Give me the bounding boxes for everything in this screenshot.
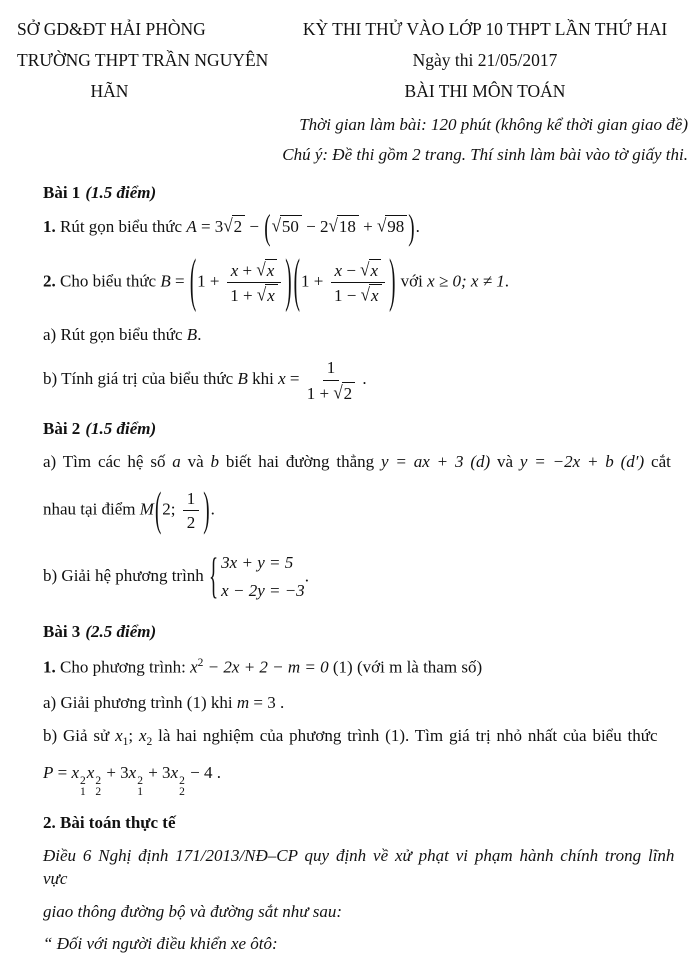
problem2-qb: [43, 549, 688, 605]
right-paren: ): [203, 484, 210, 537]
sqrt-x: [360, 259, 381, 281]
qa-label: a): [43, 451, 57, 471]
problem3-q1: [43, 656, 688, 680]
problem1-q2: [43, 250, 688, 316]
q2-number: 2.: [43, 271, 56, 291]
section2-title: 2. Bài toán thực tế: [43, 813, 176, 833]
right-paren: ): [285, 250, 292, 316]
qa-t2: và: [180, 451, 211, 471]
sub: 2: [179, 786, 185, 799]
radical-sign: √: [360, 259, 370, 280]
fraction-numerator: [331, 259, 386, 283]
problem2-title: Bài 2: [43, 418, 81, 438]
radical-sign: √: [223, 215, 233, 236]
fraction-denominator: [334, 283, 381, 306]
qb-semi: ;: [128, 725, 139, 745]
qb-label: b): [43, 566, 58, 586]
qb-t1: Giả sử: [57, 725, 116, 745]
fraction-numerator: 1: [323, 357, 340, 380]
qa-label: a): [43, 325, 57, 345]
right-paren: ): [408, 208, 415, 248]
qa-period: .: [275, 692, 285, 712]
left-paren: (: [154, 484, 162, 537]
radicand: 2: [342, 382, 356, 404]
num-var: x: [230, 260, 239, 280]
q2-period: .: [504, 271, 510, 291]
qa-text: Giải phương trình (1) khi: [56, 692, 237, 712]
q1-period: .: [415, 216, 420, 236]
coord-x: 2;: [162, 499, 180, 519]
problem3-title: Bài 3: [43, 622, 81, 642]
q1-text: Cho phương trình:: [55, 657, 191, 677]
school-name-line1: TRƯỜNG THPT TRẦN NGUYÊN: [17, 50, 269, 70]
qb-text: Giải hệ phương trình: [57, 566, 209, 586]
fraction-2: [331, 259, 386, 307]
radicand: x: [265, 284, 278, 306]
p-eq: =: [53, 763, 72, 783]
right-paren: ): [389, 250, 396, 316]
var-B: B: [186, 325, 198, 345]
problem3-qb: [43, 725, 688, 751]
den-text: 1 −: [334, 286, 361, 306]
fraction-denominator: [307, 381, 355, 404]
subject-title: BÀI THI MÔN TOÁN: [404, 81, 566, 101]
q1-minus2: − 2: [301, 216, 329, 236]
system-eq2: x − 2y = −3: [221, 581, 305, 601]
equation-label: (1): [328, 657, 353, 677]
qa-period: .: [210, 499, 215, 519]
exam-title: KỲ THI THỬ VÀO LỚP 10 THPT LẦN THỨ HAI: [302, 19, 668, 39]
left-paren: (: [293, 250, 300, 316]
den-text: 1 +: [230, 286, 257, 306]
supsub-x1sq: [80, 776, 86, 798]
decree-line1: Điều 6 Nghị định 171/2013/NĐ–CP quy định về xử phạt vi phạm hành chính trong lĩnh vực: [43, 846, 675, 889]
fraction-denominator: [230, 283, 277, 306]
fraction: [307, 357, 355, 404]
radicand: 50: [280, 215, 302, 239]
problem1-q1: [43, 208, 688, 248]
supsub-x1sq: [137, 776, 143, 798]
var-B: B: [160, 271, 171, 291]
var-x: x: [190, 657, 198, 677]
var-x: x: [71, 763, 80, 783]
qa-t1: Tìm các hệ số: [56, 451, 173, 471]
problem1-points: (1.5 điểm): [85, 183, 157, 202]
qa-t6: nhau tại điểm: [43, 499, 140, 519]
decree-line3: “ Đối với người điều khiển xe ôtô:: [43, 934, 278, 954]
problem3-points: (2.5 điểm): [85, 622, 157, 642]
exam-date: Ngày thi 21/05/2017: [412, 50, 558, 70]
radicand: x: [369, 259, 382, 281]
supsub-x2sq: [179, 776, 185, 798]
radical-sign: √: [360, 284, 370, 305]
sub: 1: [137, 786, 143, 799]
qa-t4: và: [490, 451, 520, 471]
var-P: P: [43, 763, 54, 783]
var-A: A: [186, 216, 197, 236]
left-paren: (: [264, 208, 271, 248]
qa-label: a): [43, 692, 57, 712]
sub: 1: [80, 786, 86, 799]
var-x1: x: [115, 725, 123, 745]
line-d2-equation: y = −2x + b (d′): [519, 451, 645, 471]
var-x: x: [128, 763, 137, 783]
q2-oneplus2: 1 +: [300, 271, 328, 291]
sub: 2: [95, 786, 102, 799]
radical-sign: √: [271, 215, 281, 236]
q1-number: 1.: [43, 216, 56, 236]
section2-heading: [43, 812, 688, 835]
q1-eq: = 3: [196, 216, 224, 236]
var-m: m: [236, 692, 250, 712]
radicand: x: [265, 259, 278, 281]
radical-sign: √: [328, 215, 338, 236]
sqrt-2: [223, 215, 245, 239]
radicand: x: [369, 284, 382, 306]
sup: 2: [80, 775, 86, 788]
problem2-qa-line2: [43, 484, 688, 537]
q2-voi: với: [396, 271, 428, 291]
qb-eq: =: [285, 369, 304, 389]
radicand: 98: [385, 215, 407, 239]
radical-sign: √: [376, 215, 387, 236]
sqrt-x: [257, 284, 278, 306]
q2-eq: =: [170, 271, 189, 291]
exponent: 2: [197, 657, 204, 670]
problem2-heading: [43, 418, 688, 441]
sup: 2: [137, 775, 143, 788]
var-B: B: [237, 369, 248, 389]
system-eq1: 3x + y = 5: [221, 553, 294, 573]
q1-plus: +: [358, 216, 377, 236]
fraction-half: [183, 488, 200, 534]
sqrt-18: [329, 215, 359, 239]
var-x: x: [170, 763, 179, 783]
var-b: b: [210, 451, 220, 471]
radical-sign: √: [256, 284, 267, 305]
equation-system: [221, 549, 305, 605]
left-brace: {: [209, 549, 219, 605]
qb-label: b): [43, 369, 58, 389]
sqrt-x: [361, 284, 382, 306]
radical-sign: √: [256, 259, 266, 280]
fraction-numerator: 1: [183, 488, 200, 511]
problem3-heading: [43, 621, 688, 644]
department-name: SỞ GD&ĐT HẢI PHÒNG: [17, 19, 206, 39]
radical-sign: √: [333, 381, 343, 403]
radicand: 2: [232, 215, 246, 239]
sqrt-x: [256, 259, 277, 281]
left-paren: (: [189, 250, 197, 316]
supsub-x2sq: [95, 776, 101, 798]
problem3-P-expression: [43, 762, 688, 798]
exam-info-block: [282, 14, 688, 107]
p-tail: − 4: [185, 763, 213, 783]
qb-period: .: [304, 566, 309, 586]
num-op: +: [238, 260, 257, 280]
var-a: a: [172, 451, 181, 471]
qb-t2: là hai nghiệm của phương trình (1). Tìm giá trị nhỏ nhất của biểu thức: [152, 725, 658, 745]
q1-minus: −: [245, 216, 264, 236]
fraction-denominator: 2: [186, 512, 196, 532]
qa-text: Rút gọn biểu thức: [56, 325, 187, 345]
school-block: [14, 14, 282, 107]
qa-t5: cắt: [644, 451, 671, 471]
den-text: 1 +: [306, 383, 334, 403]
problem1-heading: [43, 182, 688, 205]
subscript-1: 1: [122, 735, 129, 748]
p-plus3a: + 3: [102, 763, 129, 783]
var-x: x: [278, 369, 286, 389]
qb-khi: khi: [247, 369, 279, 389]
problem3-qa: [43, 692, 688, 715]
p-period: .: [212, 763, 221, 783]
line-d-equation: y = ax + 3 (d): [381, 451, 491, 471]
duration-note: Thời gian làm bài: 120 phút (không kể thời gian giao đề): [299, 115, 688, 134]
num-var: x: [334, 260, 343, 280]
sup: 2: [95, 775, 102, 788]
equation-rest: − 2x + 2 − m = 0: [203, 657, 329, 677]
problem2-qa-line1: [43, 451, 688, 474]
qb-label: b): [43, 725, 58, 745]
qb-text: Tính giá trị của biểu thức: [57, 369, 238, 389]
problem2-points: (1.5 điểm): [85, 418, 157, 438]
q2-oneplus1: 1 +: [197, 271, 224, 291]
qa-eq: = 3: [249, 692, 276, 712]
point-M: M: [139, 499, 154, 519]
problem1-qa: [43, 324, 688, 347]
parameter-note: (với m là tham số): [352, 657, 483, 677]
qa-t3: biết hai đường thẳng: [219, 451, 382, 471]
radicand: 18: [337, 215, 359, 239]
problem1-qb: [43, 357, 688, 404]
q2-text: Cho biểu thức: [55, 271, 161, 291]
fraction-numerator: [227, 259, 282, 283]
school-name-line2: HÃN: [90, 81, 129, 101]
sqrt-98: [377, 215, 407, 239]
qb-period: .: [358, 369, 367, 389]
exam-header: [14, 14, 688, 107]
instruction-note: Chú ý: Đề thi gồm 2 trang. Thí sinh làm bài vào tờ giấy thi.: [282, 145, 688, 164]
exam-notes: [14, 110, 688, 170]
q1-number: 1.: [43, 657, 56, 677]
p-plus3b: + 3: [143, 763, 171, 783]
sup: 2: [179, 775, 185, 788]
var-x: x: [86, 763, 95, 783]
sqrt-2: [333, 382, 355, 404]
fraction-1: [227, 259, 282, 307]
qa-period: .: [197, 325, 202, 345]
q1-text: Rút gọn biểu thức: [55, 216, 187, 236]
sqrt-50: [272, 215, 302, 239]
decree-line2: giao thông đường bộ và đường sắt như sau:: [43, 902, 343, 922]
num-op: −: [342, 260, 361, 280]
q2-condition: x ≥ 0; x ≠ 1: [427, 271, 505, 291]
subscript-2: 2: [146, 735, 153, 748]
problem1-title: Bài 1: [43, 183, 81, 202]
var-x2: x: [138, 725, 147, 745]
